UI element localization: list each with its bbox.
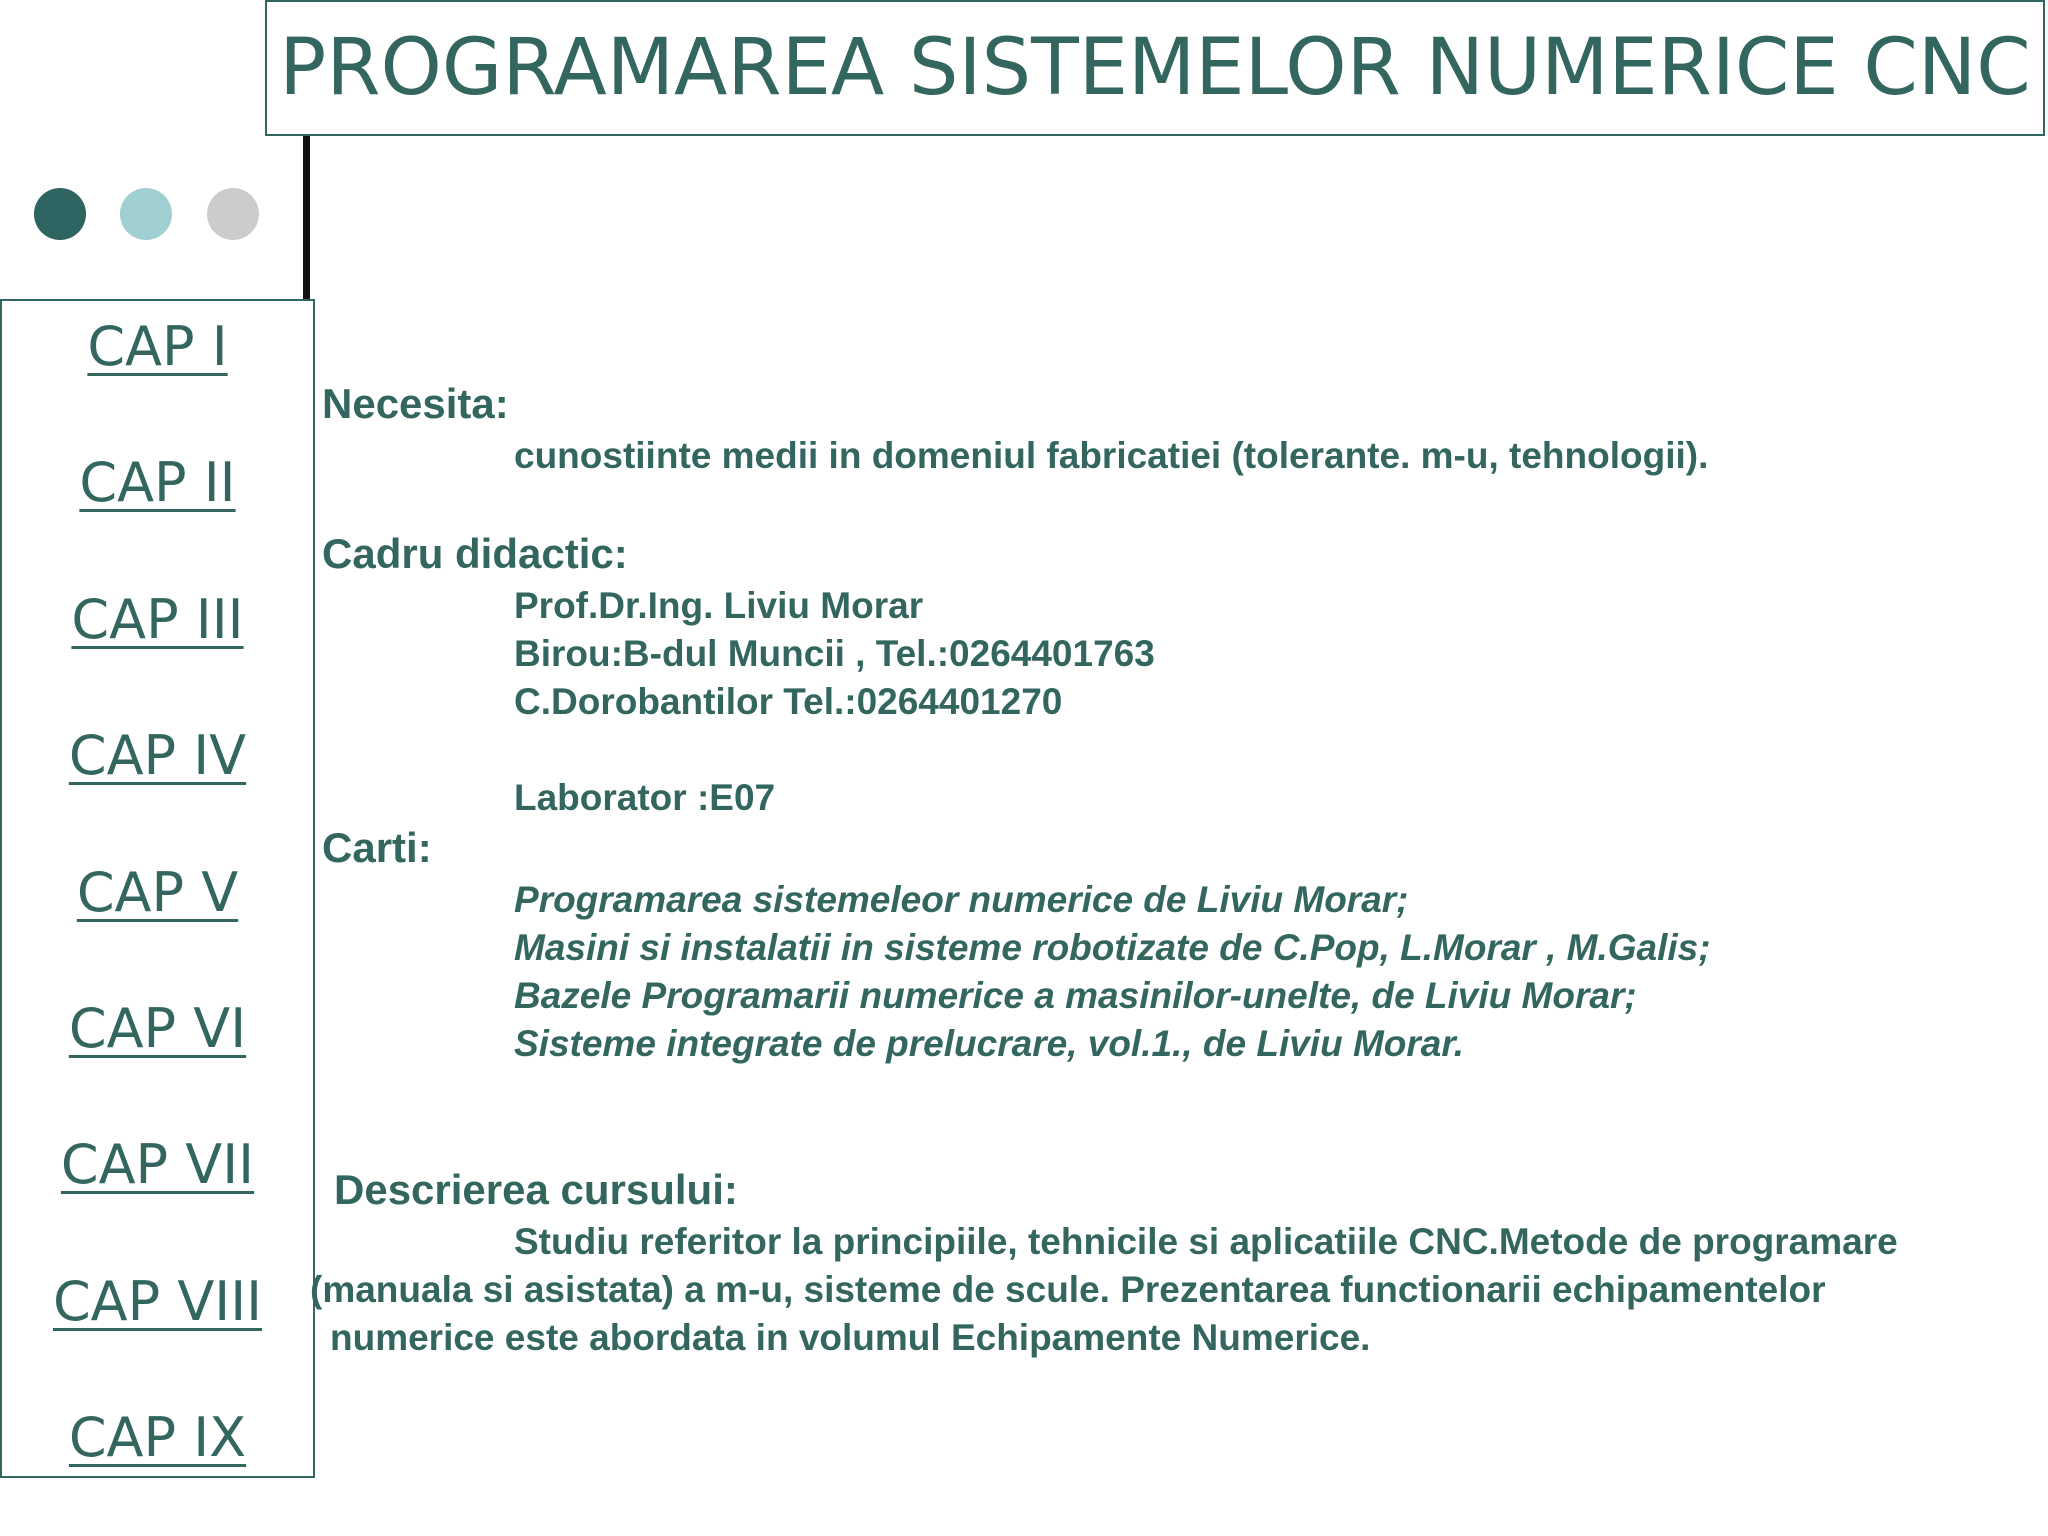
book-item: Masini si instalatii in sisteme robotizate de C.Pop, L.Morar , M.Galis;: [514, 927, 1711, 968]
decor-dot-gray: [207, 188, 259, 240]
chapter-sidebar: [0, 299, 315, 1478]
title-box: [265, 0, 2045, 136]
carti-heading: Carti:: [322, 824, 432, 871]
cadru-line: C.Dorobantilor Tel.:0264401270: [514, 681, 1063, 722]
chapter-link-cap-i[interactable]: CAP I: [87, 315, 228, 378]
chapter-link-cap-v[interactable]: CAP V: [76, 861, 239, 924]
chapter-link-cap-vi[interactable]: CAP VI: [68, 997, 247, 1060]
chapter-link-cap-iv[interactable]: CAP IV: [68, 724, 247, 787]
book-item: Programarea sistemeleor numerice de Liviu Morar;: [514, 879, 1409, 920]
cadru-heading: Cadru didactic:: [322, 530, 628, 577]
chapter-link-cap-ii[interactable]: CAP II: [79, 451, 236, 514]
cadru-line: Laborator :E07: [514, 777, 776, 818]
chapter-link-cap-viii[interactable]: CAP VIII: [52, 1270, 263, 1333]
chapter-link-cap-vii[interactable]: CAP VII: [60, 1133, 255, 1196]
chapter-link-cap-ix[interactable]: CAP IX: [68, 1406, 247, 1469]
vertical-divider: [303, 136, 310, 301]
decor-dot-light: [120, 188, 172, 240]
descriere-line: Studiu referitor la principiile, tehnicile si aplicatiile CNC.Metode de programare: [514, 1221, 1898, 1262]
chapter-link-cap-iii[interactable]: CAP III: [71, 588, 244, 651]
book-item: Sisteme integrate de prelucrare, vol.1., de Liviu Morar.: [514, 1023, 1465, 1064]
book-item: Bazele Programarii numerice a masinilor-unelte, de Liviu Morar;: [514, 975, 1637, 1016]
descriere-line: (manuala si asistata) a m-u, sisteme de scule. Prezentarea functionarii echipamentelor: [310, 1269, 1826, 1310]
cadru-line: Prof.Dr.Ing. Liviu Morar: [514, 585, 924, 626]
descriere-heading: Descrierea cursului:: [334, 1166, 738, 1213]
decor-dot-dark: [34, 188, 86, 240]
necesita-heading: Necesita:: [322, 380, 509, 427]
descriere-line: numerice este abordata in volumul Echipamente Numerice.: [330, 1317, 1371, 1358]
page-title: PROGRAMAREA SISTEMELOR NUMERICE CNC: [279, 23, 2031, 113]
cadru-line: Birou:B-dul Muncii , Tel.:0264401763: [514, 633, 1155, 674]
necesita-text: cunostiinte medii in domeniul fabricatiei (tolerante. m-u, tehnologii).: [514, 435, 1709, 476]
